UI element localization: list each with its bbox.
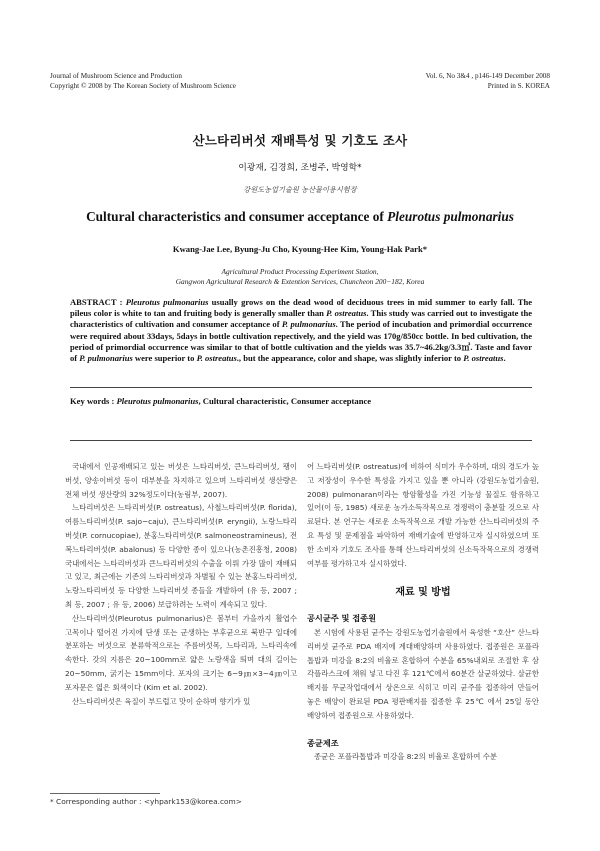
abstract-species-2: P. ostreatus [326,308,367,319]
subsection-title: 공시균주 및 접종원 [307,613,376,624]
korean-title: 산느타리버섯 재배특성 및 기호도 조사 [192,133,408,148]
keywords-label: Key words : [70,396,117,406]
journal-header [50,72,236,91]
printed-in: Printed in S. KOREA [487,81,550,90]
english-authors: Kwang-Jae Lee, Byung-Ju Cho, Kyoung-Hee Kim, Young-Hak Park* [172,244,428,254]
english-title-species: Pleurotus pulmonarius [387,209,514,224]
keywords-divider [70,440,532,441]
issue-info: Vol. 6, No 3&4 , p146-149 December 2008 [425,72,550,80]
abstract-species-3: P. pulmonarius [281,319,336,330]
affiliation-line-2: Gangwon Agricultural Research & Extention Services, Chuncheon 200−182, Korea [175,277,425,286]
keywords-rest: , Cultural characteristic, Consumer acceptance [198,396,372,406]
paragraph: 산느타리버섯은 육질이 부드럽고 맛이 순하며 향기가 있 [72,696,251,706]
abstract-text-4: were superior to [132,353,197,364]
english-title [0,209,600,225]
abstract [70,297,532,364]
korean-affiliation: 강원도농업기술원 농산물이용시험장 [243,185,357,194]
abstract-species: Pleurotus pulmonarius [125,297,209,307]
issue-header [426,72,550,91]
paragraph: 종균은 포플라톱밥과 미강을 8:2의 비율로 혼합하여 수분 [314,752,498,762]
abstract-species-4: P. pulmonarius [79,353,133,364]
journal-name: Journal of Mushroom Science and Production [50,72,182,80]
english-affiliation [0,267,600,287]
left-column [65,460,297,708]
paragraph: 느타리버섯은 느타리버섯(P. ostreatus), 사철느타리버섯(P. florida), 여름느타리버섯(P. sajo−caju), 큰느타리버섯(P. eryngii), 노랑느타리버섯(P. cornucopiae), 분홍느타리버섯(P. salmoneostramineus), 전복느타리버섯(P. abalonus) 등 다양한 종이 있으나(농촌진흥청, 2008) 국내에서는 느타리버섯과 큰느타리버섯의 수출을 이뤄 가장 많이 재배되고 있고, 최근에는 기존의 느타리버섯과 차별될 수 있는 분홍느타리버섯, 노랑느타리버섯 등 다양한 느타리버섯 종들을 개발하여 (유 등, 2007 ; 최 등, 2007 ; 유 등, 2006) 보급하려는 노력이 계속되고 있다. [65,503,297,609]
paragraph: 어 느타리버섯(P. ostreatus)에 비하여 식미가 우수하며, 대의 경도가 높고 저장성이 우수한 특성을 가지고 있을 뿐 아니라 (강원도농업기술원, 2008) pulmonaran이라는 항암활성을 가진 기능성 물질도 함유하고 있어(이 등, 1985) 새로운 농가소득작목으로 경쟁력이 충분할 것으로 사료된다. 본 연구는 새로운 소득작목으로 개발 가능한 산느타리버섯의 주요 특성 및 문제점을 파악하여 재배기술에 반영하고자 실시하였으며 또한 소비자 기호도 조사를 통해 산느타리버섯의 신소득작목으로의 경쟁력 여부를 평가하고자 실시하였다. [307,462,539,568]
paragraph: 산느타리버섯(Pleurotus pulmonarius)은 봄부터 가을까지 활엽수 고목이나 떨어진 가지에 단생 또는 군생하는 부후균으로 북반구 일대에 분포하는 버섯으로 분류학적으로는 주름버섯목, 느타리과, 느타리속에 속한다. 갓의 지름은 20~100mm로 얇은 노랑색을 띄며 대의 길이는 20~50mm, 굵기는 15mm이다. 포자의 크기는 6~9㎛×3~4㎛이고 포자문은 엷은 회색이다 (Kim et al. 2002). [65,613,297,692]
corresponding-author-footnote: * Corresponding author : <yhpark153@korea.com> [50,797,242,806]
abstract-label: ABSTRACT : [70,297,126,307]
affiliation-line-1: Agricultural Product Processing Experiment Station, [221,267,379,276]
keywords-species: Pleurotus pulmonarius [116,396,199,406]
korean-authors: 이광재, 김경희, 조병주, 박영학* [238,163,362,173]
english-title-prefix: Cultural characteristics and consumer acceptance of [86,209,388,224]
copyright-line: Copyright © 2008 by The Korean Society of Mushroom Science [50,81,236,90]
right-column [307,460,539,764]
abstract-species-5: P. ostreatus [196,353,237,364]
abstract-text-5: ., but the appearance, color and shape, was slightly inferior to [236,353,464,364]
abstract-text-1: usually grows on the dead wood of deciduous trees in mid summer to early fall. The pileus color is white to tan and fruiting body is generally smaller than [70,297,533,319]
keywords [70,396,532,406]
section-heading: 재료 및 방법 [395,587,451,599]
abstract-text-2: . This study was carried out to investigate the characteristics of cultivation and consumer acceptance of [70,308,532,330]
abstract-species-6: P. ostreatus [463,353,504,364]
abstract-text-3: . The period of incubation and primordial occurrence were required about 33days, 5days in bottle cultivation repectively, and the yield was 170g/850cc bottle. In bed cultivation, the period of primordial occurrence was similar to that of bottle cultivation and the yields was 35.7~46.2kg/3.3㎡. Taste and favor of [70,319,533,364]
footnote-divider [50,793,160,794]
abstract-divider [70,387,532,388]
subsection-title: 종균제조 [307,737,339,748]
abstract-text-6: . [503,353,506,364]
paragraph: 본 시험에 사용된 균주는 강원도농업기술원에서 육성한 “호산” 산느타리버섯 균주로 PDA 배지에 계대배양하며 사용하였다. 접종원은 포플라톱밥과 미강을 8:2의 비율로 혼합하여 수분을 65%내외로 조절한 후 삼각플라스크에 채워 넣고 다진 후 121℃에서 60분간 살균하였다. 살균한 배지를 무균작업대에서 상온으로 식히고 미리 균주를 접종하여 만들어 놓은 배양이 완료된 PDA 평판배지를 접종한 후 25℃ 에서 25일 동안 배양하여 접종원으로 사용하였다. [307,627,539,720]
paragraph: 국내에서 인공재배되고 있는 버섯은 느타리버섯, 큰느타리버섯, 팽이버섯, 양송이버섯 등이 대부분을 차지하고 있으며 느타리버섯 생산량은 전체 버섯 생산량의 32%정도이다(농림부, 2007). [65,462,297,499]
